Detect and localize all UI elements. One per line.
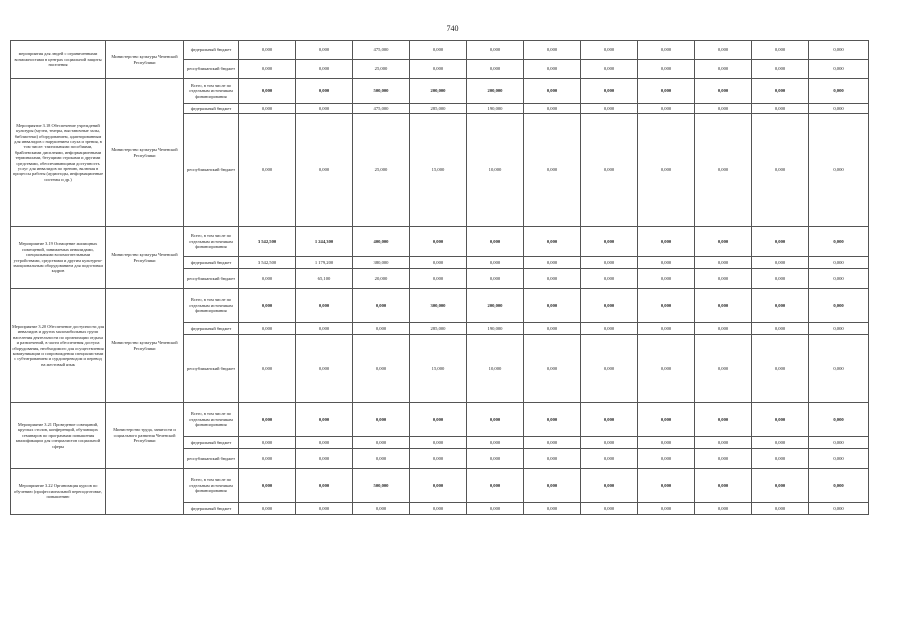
amount-cell: 0,000 — [467, 227, 524, 257]
amount-cell: 0,000 — [524, 437, 581, 449]
amount-cell: 0,000 — [752, 104, 809, 114]
amount-cell: 0,000 — [524, 41, 581, 60]
amount-cell: 0,000 — [524, 335, 581, 403]
amount-cell: 0,000 — [467, 449, 524, 469]
amount-cell: 0,000 — [752, 335, 809, 403]
amount-cell: 0,000 — [638, 257, 695, 269]
amount-cell: 0,000 — [752, 227, 809, 257]
amount-cell: 15,000 — [410, 114, 467, 227]
activity-cell: Мероприятие 3.21 Проведение совещаний, круглых столов, конференций, обучающих семинаров по программам повышения квалификации для специалистов социальной сферы — [11, 403, 106, 469]
amount-cell: 0,000 — [524, 104, 581, 114]
amount-cell: 0,000 — [695, 79, 752, 104]
amount-cell: 0,000 — [353, 289, 410, 323]
organisation-cell: Министерство культуры Чеченской Республики — [106, 79, 184, 227]
amount-cell: 0,000 — [752, 41, 809, 60]
amount-cell: 0,000 — [695, 269, 752, 289]
amount-cell: 0,000 — [695, 114, 752, 227]
amount-cell: 200,000 — [467, 79, 524, 104]
amount-cell: 0,000 — [524, 79, 581, 104]
amount-cell: 400,000 — [353, 227, 410, 257]
amount-cell: 0,000 — [695, 335, 752, 403]
amount-cell: 190,000 — [467, 104, 524, 114]
amount-cell: 190,000 — [467, 323, 524, 335]
funding-source-cell: федеральный бюджет — [184, 104, 239, 114]
amount-cell: 0,000 — [296, 289, 353, 323]
amount-cell: 0,000 — [638, 437, 695, 449]
amount-cell: 0,000 — [296, 79, 353, 104]
funding-source-cell: Всего, в том числе по отдельным источникам финансирования — [184, 79, 239, 104]
amount-cell: 0,000 — [239, 449, 296, 469]
organisation-cell: Министерство культуры Чеченской Республики — [106, 289, 184, 403]
amount-cell: 0,000 — [410, 503, 467, 515]
organisation-cell — [106, 469, 184, 515]
amount-cell: 0,000 — [638, 323, 695, 335]
amount-cell: 0,000 — [695, 323, 752, 335]
amount-cell: 0,000 — [581, 437, 638, 449]
amount-cell: 0,000 — [638, 403, 695, 437]
amount-cell: 285,000 — [410, 323, 467, 335]
amount-cell: 0,000 — [524, 403, 581, 437]
amount-cell: 1 179,200 — [296, 257, 353, 269]
amount-cell: 0,000 — [239, 403, 296, 437]
amount-cell: 0,000 — [695, 104, 752, 114]
budget-table — [10, 40, 869, 515]
funding-source-cell: Всего, в том числе по отдельным источникам финансирования — [184, 289, 239, 323]
amount-cell: 0,000 — [524, 114, 581, 227]
amount-cell: 0,000 — [638, 227, 695, 257]
amount-cell: 0,000 — [752, 437, 809, 449]
amount-cell: 0,000 — [581, 403, 638, 437]
amount-cell: 0,000 — [695, 469, 752, 503]
amount-cell: 0,000 — [296, 335, 353, 403]
amount-cell: 0,000 — [695, 437, 752, 449]
amount-cell: 0,000 — [695, 503, 752, 515]
amount-cell: 0,000 — [410, 449, 467, 469]
amount-cell: 0,000 — [638, 449, 695, 469]
funding-source-cell: федеральный бюджет — [184, 503, 239, 515]
amount-cell: 0,000 — [581, 79, 638, 104]
amount-cell: 0,000 — [809, 437, 869, 449]
amount-cell: 0,000 — [581, 503, 638, 515]
amount-cell: 0,000 — [581, 41, 638, 60]
amount-cell: 0,000 — [296, 503, 353, 515]
amount-cell: 15,000 — [410, 335, 467, 403]
amount-cell: 0,000 — [467, 437, 524, 449]
amount-cell: 0,000 — [809, 449, 869, 469]
table-row — [11, 227, 869, 257]
amount-cell: 0,000 — [296, 114, 353, 227]
funding-source-cell: федеральный бюджет — [184, 257, 239, 269]
funding-source-cell: Всего, в том числе по отдельным источникам финансирования — [184, 403, 239, 437]
amount-cell: 0,000 — [581, 104, 638, 114]
amount-cell: 0,000 — [296, 104, 353, 114]
amount-cell: 475,000 — [353, 41, 410, 60]
table-row — [11, 79, 869, 104]
amount-cell: 0,000 — [239, 289, 296, 323]
amount-cell: 25,000 — [353, 114, 410, 227]
amount-cell: 0,000 — [752, 323, 809, 335]
amount-cell: 0,000 — [638, 335, 695, 403]
amount-cell: 0,000 — [752, 114, 809, 227]
amount-cell: 0,000 — [581, 114, 638, 227]
amount-cell: 0,000 — [809, 114, 869, 227]
amount-cell: 0,000 — [638, 79, 695, 104]
amount-cell: 0,000 — [752, 79, 809, 104]
amount-cell: 0,000 — [695, 289, 752, 323]
amount-cell: 285,000 — [410, 104, 467, 114]
amount-cell: 0,000 — [467, 257, 524, 269]
amount-cell: 0,000 — [581, 323, 638, 335]
amount-cell: 0,000 — [638, 469, 695, 503]
amount-cell: 0,000 — [581, 289, 638, 323]
organisation-cell: Министерство культуры Чеченской Республики — [106, 41, 184, 79]
amount-cell: 0,000 — [239, 104, 296, 114]
table-row — [11, 41, 869, 60]
amount-cell: 0,000 — [296, 403, 353, 437]
amount-cell: 0,000 — [695, 60, 752, 79]
amount-cell: 0,000 — [353, 437, 410, 449]
funding-source-cell: федеральный бюджет — [184, 41, 239, 60]
amount-cell: 0,000 — [638, 60, 695, 79]
amount-cell: 0,000 — [410, 469, 467, 503]
amount-cell: 0,000 — [809, 79, 869, 104]
amount-cell: 0,000 — [524, 503, 581, 515]
amount-cell: 0,000 — [695, 227, 752, 257]
amount-cell: 0,000 — [467, 60, 524, 79]
amount-cell: 0,000 — [410, 227, 467, 257]
amount-cell: 0,000 — [524, 469, 581, 503]
amount-cell: 0,000 — [296, 469, 353, 503]
amount-cell: 0,000 — [581, 449, 638, 469]
amount-cell: 0,000 — [581, 335, 638, 403]
amount-cell: 0,000 — [467, 469, 524, 503]
funding-source-cell: республиканский бюджет — [184, 335, 239, 403]
amount-cell: 0,000 — [809, 403, 869, 437]
funding-source-cell: республиканский бюджет — [184, 60, 239, 79]
amount-cell: 500,000 — [353, 79, 410, 104]
amount-cell: 0,000 — [809, 60, 869, 79]
amount-cell: 0,000 — [353, 403, 410, 437]
amount-cell: 0,000 — [809, 335, 869, 403]
amount-cell: 0,000 — [239, 437, 296, 449]
amount-cell: 0,000 — [410, 60, 467, 79]
amount-cell: 25,000 — [353, 60, 410, 79]
amount-cell: 0,000 — [239, 60, 296, 79]
amount-cell: 0,000 — [581, 227, 638, 257]
page-number: 740 — [446, 24, 459, 33]
amount-cell: 0,000 — [581, 60, 638, 79]
amount-cell: 0,000 — [296, 437, 353, 449]
funding-source-cell: республиканский бюджет — [184, 449, 239, 469]
amount-cell: 0,000 — [752, 449, 809, 469]
amount-cell: 0,000 — [353, 335, 410, 403]
table-row — [11, 469, 869, 503]
amount-cell: 475,000 — [353, 104, 410, 114]
amount-cell: 0,000 — [524, 60, 581, 79]
funding-source-cell: федеральный бюджет — [184, 323, 239, 335]
amount-cell: 0,000 — [752, 289, 809, 323]
amount-cell: 0,000 — [353, 449, 410, 469]
activity-cell: мероприятия для людей с ограниченными возможностями в центрах социальной защиты населения — [11, 41, 106, 79]
amount-cell: 0,000 — [638, 104, 695, 114]
amount-cell: 0,000 — [809, 469, 869, 503]
amount-cell: 0,000 — [581, 257, 638, 269]
amount-cell: 0,000 — [353, 503, 410, 515]
amount-cell: 0,000 — [353, 323, 410, 335]
amount-cell: 0,000 — [638, 269, 695, 289]
amount-cell: 3 542,500 — [239, 257, 296, 269]
funding-source-cell: Всего, в том числе по отдельным источникам финансирования — [184, 469, 239, 503]
amount-cell: 0,000 — [752, 469, 809, 503]
funding-source-cell: Всего, в том числе по отдельным источникам финансирования — [184, 227, 239, 257]
amount-cell: 0,000 — [581, 269, 638, 289]
amount-cell: 0,000 — [809, 323, 869, 335]
amount-cell: 0,000 — [752, 60, 809, 79]
amount-cell: 200,000 — [467, 289, 524, 323]
amount-cell: 0,000 — [638, 503, 695, 515]
amount-cell: 0,000 — [296, 323, 353, 335]
funding-source-cell: республиканский бюджет — [184, 114, 239, 227]
amount-cell: 10,000 — [467, 114, 524, 227]
amount-cell: 0,000 — [467, 41, 524, 60]
amount-cell: 0,000 — [296, 449, 353, 469]
amount-cell: 0,000 — [467, 269, 524, 289]
amount-cell: 1 244,300 — [296, 227, 353, 257]
amount-cell: 0,000 — [695, 41, 752, 60]
activity-cell: Мероприятие 3.18 Обеспечение учреждений культуры (музеи, театры, выставочные залы, библиотеки) оборудованием, адаптированным для инвалидов с нарушением слуха и зрения, в том числе: тактильными пособиями, брайлевскими дисплеями, информационными терминалами, бегущими строками и другими средствами, обеспечивающими доступность услуг для инвалидов по зрению, включая в процессы работы (аудиогиды, информационные системы и др.) — [11, 79, 106, 227]
amount-cell: 0,000 — [809, 257, 869, 269]
amount-cell: 65,100 — [296, 269, 353, 289]
table-row — [11, 403, 869, 437]
amount-cell: 0,000 — [695, 257, 752, 269]
amount-cell: 0,000 — [752, 403, 809, 437]
amount-cell: 0,000 — [581, 469, 638, 503]
organisation-cell: Министерство культуры Чеченской Республики — [106, 227, 184, 289]
amount-cell: 0,000 — [695, 449, 752, 469]
amount-cell: 0,000 — [809, 41, 869, 60]
amount-cell: 0,000 — [752, 257, 809, 269]
amount-cell: 0,000 — [239, 469, 296, 503]
amount-cell: 0,000 — [638, 114, 695, 227]
amount-cell: 0,000 — [410, 269, 467, 289]
amount-cell: 0,000 — [410, 257, 467, 269]
amount-cell: 0,000 — [410, 437, 467, 449]
amount-cell: 500,000 — [353, 469, 410, 503]
amount-cell: 380,000 — [353, 257, 410, 269]
amount-cell: 0,000 — [752, 503, 809, 515]
amount-cell: 20,000 — [353, 269, 410, 289]
amount-cell: 0,000 — [239, 503, 296, 515]
amount-cell: 0,000 — [467, 503, 524, 515]
amount-cell: 0,000 — [467, 403, 524, 437]
amount-cell: 0,000 — [524, 449, 581, 469]
amount-cell: 0,000 — [524, 257, 581, 269]
amount-cell: 0,000 — [524, 227, 581, 257]
amount-cell: 0,000 — [809, 104, 869, 114]
activity-cell: Мероприятие 3.19 Оснащение жилищных помещений, занимаемых инвалидами, специальными вспомогательными устройствами, средствами и другим культурно-эмоциональным оборудованием для подготовки кадров — [11, 227, 106, 289]
amount-cell: 0,000 — [524, 289, 581, 323]
amount-cell: 0,000 — [809, 289, 869, 323]
amount-cell: 0,000 — [296, 60, 353, 79]
amount-cell: 0,000 — [695, 403, 752, 437]
amount-cell: 200,000 — [410, 79, 467, 104]
amount-cell: 0,000 — [809, 227, 869, 257]
amount-cell: 0,000 — [524, 323, 581, 335]
activity-cell: Мероприятие 3.20 Обеспечение доступности для инвалидов и других маломобильных групп населения деятельности по организации отдыха и развлечений, в части обеспечения доступа оборудования, необходимого для осуществления коммуникации и сопровождения специалистами с субтитрованием и сурдопереводом и перевод на жестовый язык — [11, 289, 106, 403]
amount-cell: 3 542,500 — [239, 227, 296, 257]
activity-cell: Мероприятие 3.22 Организация курсов по обучению (профессиональной переподготовке, повышению — [11, 469, 106, 515]
amount-cell: 0,000 — [410, 41, 467, 60]
amount-cell: 0,000 — [296, 41, 353, 60]
amount-cell: 0,000 — [239, 79, 296, 104]
amount-cell: 0,000 — [239, 269, 296, 289]
amount-cell: 0,000 — [239, 114, 296, 227]
amount-cell: 0,000 — [809, 269, 869, 289]
amount-cell: 0,000 — [524, 269, 581, 289]
funding-source-cell: федеральный бюджет — [184, 437, 239, 449]
amount-cell: 0,000 — [239, 323, 296, 335]
amount-cell: 0,000 — [410, 403, 467, 437]
organisation-cell: Министерство труда, занятости и социального развития Чеченской Республики — [106, 403, 184, 469]
amount-cell: 0,000 — [752, 269, 809, 289]
amount-cell: 10,000 — [467, 335, 524, 403]
funding-source-cell: республиканский бюджет — [184, 269, 239, 289]
amount-cell: 0,000 — [638, 41, 695, 60]
table-row — [11, 289, 869, 323]
amount-cell: 300,000 — [410, 289, 467, 323]
amount-cell: 0,000 — [239, 335, 296, 403]
amount-cell: 0,000 — [809, 503, 869, 515]
amount-cell: 0,000 — [239, 41, 296, 60]
amount-cell: 0,000 — [638, 289, 695, 323]
